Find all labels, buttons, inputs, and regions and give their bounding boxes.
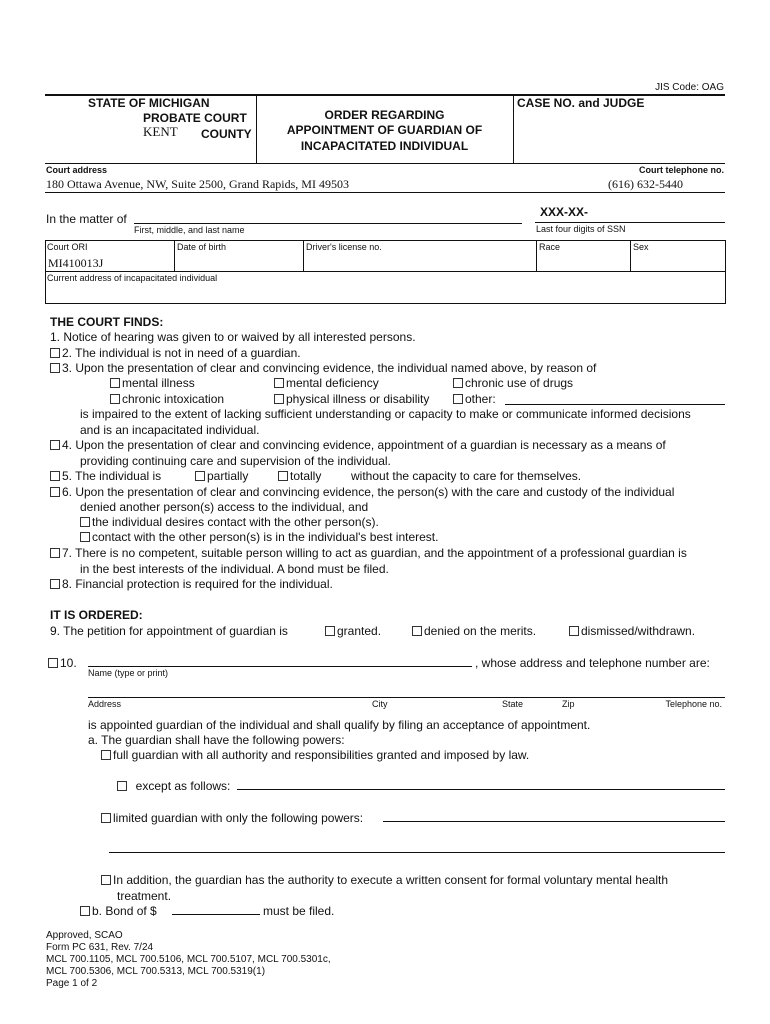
- limited-field-2[interactable]: [109, 852, 725, 853]
- totally-label: totally: [290, 469, 322, 483]
- finding-5-row: [50, 469, 161, 483]
- limited-checkbox[interactable]: [101, 813, 111, 823]
- finding-7-cont: in the best interests of the individual. A bond must be filed.: [80, 562, 389, 576]
- zip-caption: Zip: [562, 699, 575, 709]
- finding-3-text: 3. Upon the presentation of clear and convincing evidence, the individual named above, by reason of: [62, 361, 597, 375]
- finding-3-cont-1: is impaired to the extent of lacking sufficient understanding or capacity to make or communicate informed decisions: [80, 407, 691, 421]
- granted-checkbox[interactable]: [325, 626, 335, 636]
- chronic-intox-checkbox[interactable]: [110, 394, 120, 404]
- court-phone-label: Court telephone no.: [639, 165, 724, 175]
- dismissed-checkbox[interactable]: [569, 626, 579, 636]
- court-name: PROBATE COURT: [143, 111, 247, 125]
- other-label: other:: [465, 392, 496, 406]
- granted-option: [325, 624, 381, 638]
- bond-label: b. Bond of $: [92, 904, 157, 918]
- full-guardian-label: full guardian with all authority and responsibilities granted and imposed by law.: [113, 748, 530, 762]
- finding-4-checkbox[interactable]: [50, 440, 60, 450]
- finding-3-row: [50, 361, 596, 375]
- finding-8-text: 8. Financial protection is required for the individual.: [62, 577, 333, 591]
- full-guardian-option: [101, 748, 529, 762]
- finding-2-text: 2. The individual is not in need of a guardian.: [62, 346, 301, 360]
- appointed-text: is appointed guardian of the individual and shall qualify by filing an acceptance of appointment.: [88, 718, 591, 732]
- finding-5-text: 5. The individual is: [62, 469, 162, 483]
- order-10-number: 10.: [60, 656, 77, 670]
- limited-field[interactable]: [383, 821, 725, 822]
- court-phone: (616) 632-5440: [608, 177, 683, 191]
- chronic-drugs-label: chronic use of drugs: [465, 376, 574, 390]
- physical-checkbox[interactable]: [274, 394, 284, 404]
- court-address-label: Court address: [46, 165, 108, 175]
- finding-6-opt1-label: the individual desires contact with the other person(s).: [92, 515, 379, 529]
- other-checkbox[interactable]: [453, 394, 463, 404]
- jis-code: JIS Code: OAG: [655, 82, 724, 93]
- chronic-drugs-checkbox[interactable]: [453, 378, 463, 388]
- dob-label: Date of birth: [177, 242, 227, 252]
- finding-6-opt2: [80, 530, 438, 544]
- ordered-heading: IT IS ORDERED:: [50, 608, 143, 622]
- finding-6-opt2-label: contact with the other person(s) is in the individual's best interest.: [92, 530, 439, 544]
- addition-cont: treatment.: [117, 889, 172, 903]
- court-address: 180 Ottawa Avenue, NW, Suite 2500, Grand Rapids, MI 49503: [46, 177, 349, 191]
- finding-4-row: [50, 438, 666, 452]
- denied-option: [412, 624, 536, 638]
- totally-checkbox[interactable]: [278, 471, 288, 481]
- bond-checkbox[interactable]: [80, 906, 90, 916]
- city-caption: City: [372, 699, 388, 709]
- header-divider-2: [513, 95, 514, 163]
- guardian-name-field[interactable]: [88, 666, 472, 667]
- info-divider: [303, 240, 304, 271]
- except-field[interactable]: [237, 789, 725, 790]
- info-divider: [174, 240, 175, 271]
- state-name: STATE OF MICHIGAN: [88, 96, 210, 110]
- chronic-intox-label: chronic intoxication: [122, 392, 225, 406]
- addition-checkbox[interactable]: [101, 875, 111, 885]
- license-label: Driver's license no.: [306, 242, 382, 252]
- order-10-checkbox[interactable]: [48, 658, 58, 668]
- finding-8-row: [50, 577, 333, 591]
- mental-illness-label: mental illness: [122, 376, 195, 390]
- except-option: [117, 779, 230, 793]
- finding-6-opt2-checkbox[interactable]: [80, 532, 90, 542]
- footer-page: Page 1 of 2: [46, 978, 98, 989]
- finding-3-cont-2: and is an incapacitated individual.: [80, 423, 260, 437]
- finding-6-opt1: [80, 515, 379, 529]
- bond-row: [80, 904, 157, 918]
- county-label: COUNTY: [201, 127, 252, 141]
- finding-5-tail: without the capacity to care for themselves.: [351, 469, 582, 483]
- bond-tail: must be filed.: [263, 904, 335, 918]
- dismissed-label: dismissed/withdrawn.: [581, 624, 696, 638]
- partially-label: partially: [207, 469, 249, 483]
- matter-name-field[interactable]: [134, 223, 522, 224]
- current-address-label: Current address of incapacitated individual: [47, 273, 218, 283]
- chronic-intox-option: [110, 392, 224, 406]
- finding-8-checkbox[interactable]: [50, 579, 60, 589]
- limited-option: [101, 811, 363, 825]
- form-title-2: APPOINTMENT OF GUARDIAN OF: [286, 123, 483, 137]
- court-ori-value: MI410013J: [48, 256, 104, 270]
- finding-7-checkbox[interactable]: [50, 548, 60, 558]
- granted-label: granted.: [337, 624, 382, 638]
- footer-form: Form PC 631, Rev. 7/24: [46, 942, 154, 953]
- limited-label: limited guardian with only the following powers:: [113, 811, 364, 825]
- partially-checkbox[interactable]: [195, 471, 205, 481]
- matter-label: In the matter of: [46, 212, 127, 226]
- finding-6-text: 6. Upon the presentation of clear and convincing evidence, the person(s) with the care and custody of the individual: [62, 485, 675, 499]
- race-label: Race: [539, 242, 561, 252]
- sex-label: Sex: [633, 242, 649, 252]
- physical-option: [274, 392, 429, 406]
- order-10-tail: , whose address and telephone number are:: [475, 656, 710, 670]
- order-10-row: [48, 656, 77, 670]
- addition-label: In addition, the guardian has the authority to execute a written consent for formal voluntary mental health: [113, 873, 668, 887]
- finding-2-row: [50, 346, 301, 360]
- case-label: CASE NO. and JUDGE: [517, 96, 645, 110]
- mental-illness-option: [110, 376, 195, 390]
- court-ori-label: Court ORI: [47, 242, 88, 252]
- phone-caption: Telephone no.: [665, 699, 722, 709]
- except-label: except as follows:: [135, 779, 231, 793]
- address-caption: Address: [88, 699, 122, 709]
- except-checkbox[interactable]: [117, 781, 127, 791]
- mental-deficiency-checkbox[interactable]: [274, 378, 284, 388]
- finding-5-checkbox[interactable]: [50, 471, 60, 481]
- state-caption: State: [502, 699, 524, 709]
- header-bottom-rule: [45, 163, 725, 164]
- physical-label: physical illness or disability: [286, 392, 430, 406]
- ssn-field[interactable]: [535, 222, 725, 223]
- chronic-drugs-option: [453, 376, 573, 390]
- ssn-value: XXX-XX-: [540, 205, 589, 219]
- guardian-name-caption: Name (type or print): [88, 668, 169, 678]
- finding-7-row: [50, 546, 687, 560]
- footer-approved: Approved, SCAO: [46, 930, 123, 941]
- finding-6-checkbox[interactable]: [50, 487, 60, 497]
- footer-mcl-1: MCL 700.1105, MCL 700.5106, MCL 700.5107, MCL 700.5301c,: [46, 954, 331, 965]
- partially-option: [195, 469, 248, 483]
- finding-4-text: 4. Upon the presentation of clear and convincing evidence, appointment of a guardian is necessary as a means of: [62, 438, 666, 452]
- denied-checkbox[interactable]: [412, 626, 422, 636]
- bond-amount-field[interactable]: [172, 914, 260, 915]
- totally-option: [278, 469, 321, 483]
- county-name: KENT: [143, 124, 178, 139]
- info-divider: [536, 240, 537, 271]
- form-title-1: ORDER REGARDING: [324, 108, 445, 122]
- matter-name-caption: First, middle, and last name: [134, 225, 245, 235]
- finding-7-text: 7. There is no competent, suitable person willing to act as guardian, and the appointment of a professional guardian is: [62, 546, 687, 560]
- finding-6-row: [50, 485, 674, 499]
- dismissed-option: [569, 624, 695, 638]
- finding-6-cont: denied another person(s) access to the individual, and: [80, 500, 369, 514]
- other-field[interactable]: [505, 404, 725, 405]
- finding-4-cont: providing continuing care and supervision of the individual.: [80, 454, 391, 468]
- finding-6-opt1-checkbox[interactable]: [80, 517, 90, 527]
- full-guardian-checkbox[interactable]: [101, 750, 111, 760]
- info-grid: [45, 240, 726, 304]
- finding-1: 1. Notice of hearing was given to or waived by all interested persons.: [50, 330, 416, 344]
- addition-option: [101, 873, 668, 887]
- footer-mcl-2: MCL 700.5306, MCL 700.5313, MCL 700.5319(1): [46, 966, 266, 977]
- form-title-3: INCAPACITATED INDIVIDUAL: [300, 139, 469, 153]
- mental-deficiency-option: [274, 376, 379, 390]
- finding-3-checkbox[interactable]: [50, 363, 60, 373]
- finding-2-checkbox[interactable]: [50, 348, 60, 358]
- denied-label: denied on the merits.: [424, 624, 537, 638]
- other-option: [453, 392, 496, 406]
- ssn-caption: Last four digits of SSN: [536, 224, 626, 234]
- info-divider: [630, 240, 631, 271]
- findings-heading: THE COURT FINDS:: [50, 315, 164, 329]
- guardian-address-field[interactable]: [88, 697, 725, 698]
- address-rule: [45, 192, 725, 193]
- info-grid-mid: [45, 271, 725, 272]
- mental-illness-checkbox[interactable]: [110, 378, 120, 388]
- mental-deficiency-label: mental deficiency: [286, 376, 379, 390]
- order-9-text: 9. The petition for appointment of guardian is: [50, 624, 288, 638]
- powers-a-text: a. The guardian shall have the following powers:: [88, 733, 345, 747]
